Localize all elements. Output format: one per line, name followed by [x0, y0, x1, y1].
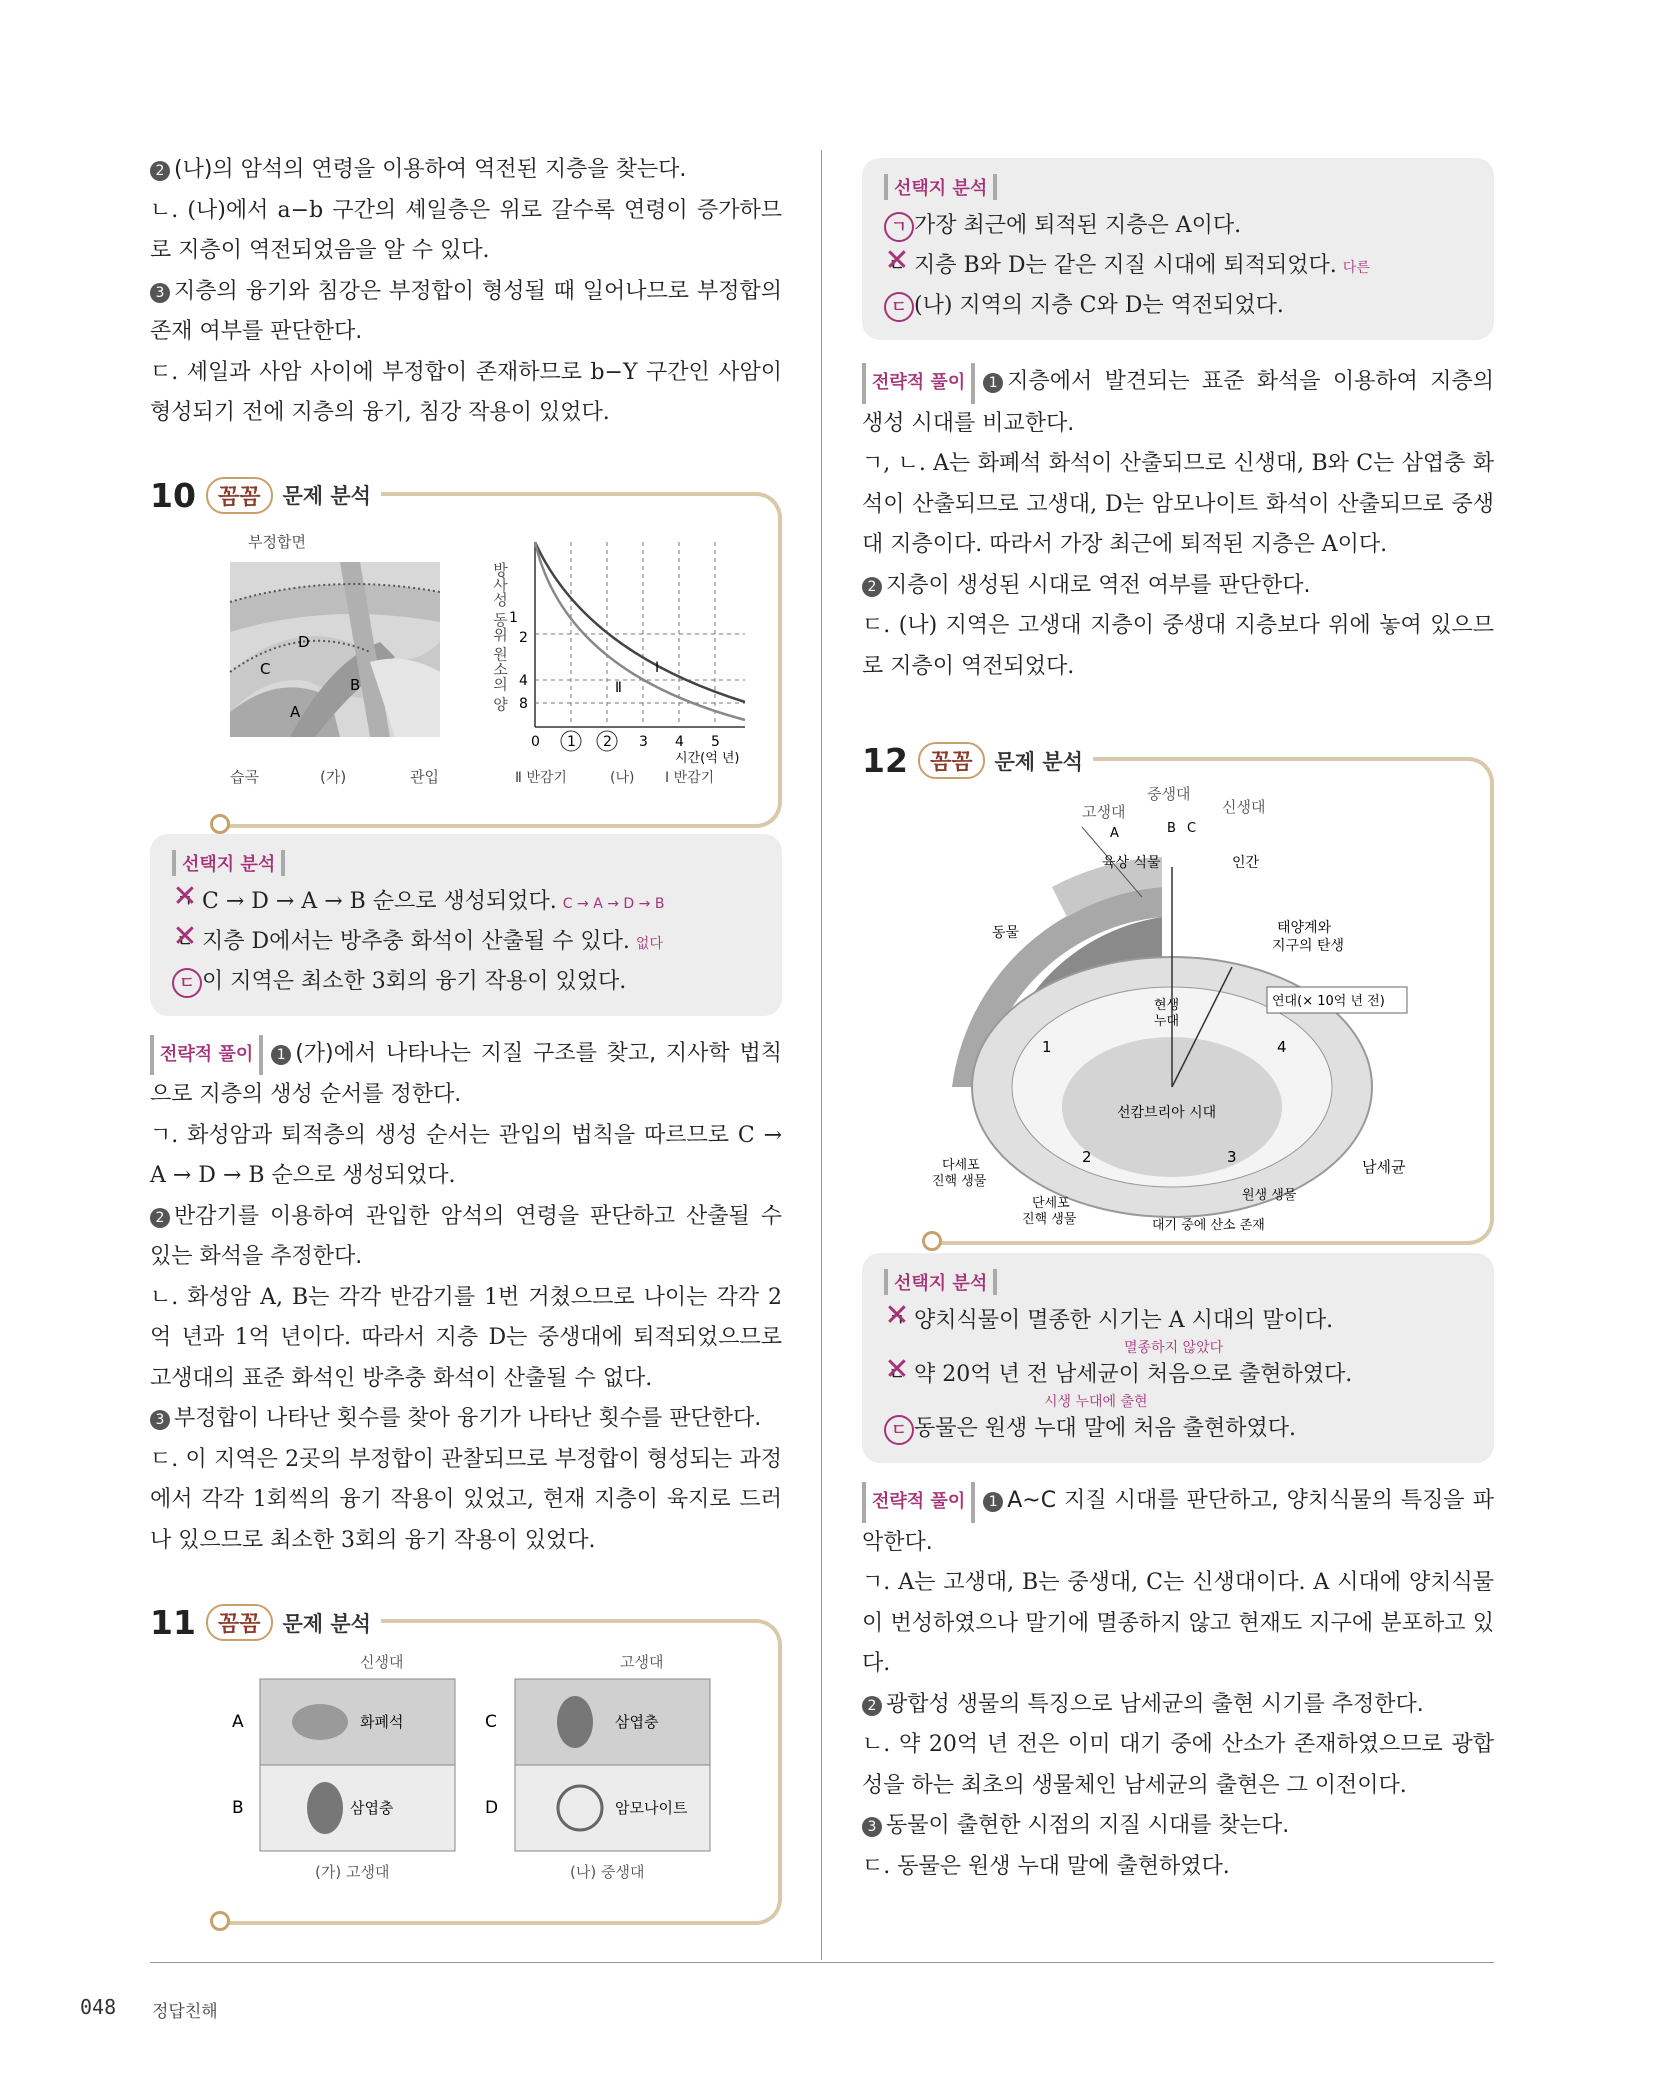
- step-number: 3: [150, 283, 170, 303]
- figure-caption-na: (나) 중생대: [570, 1863, 645, 1881]
- y-tick-2: 2: [519, 629, 528, 646]
- label-d: D: [298, 632, 310, 651]
- right-column: [862, 150, 1494, 1887]
- wrong-mark-icon: ㄴ ✕: [884, 1361, 910, 1387]
- step-number: 3: [862, 1817, 882, 1837]
- figure-caption-ga: (가): [320, 767, 347, 786]
- clock-tick-4: 4: [1277, 1038, 1287, 1056]
- choice-text: 지층 B와 D는 같은 지질 시대에 퇴적되었다.: [914, 253, 1337, 278]
- footer-rule: [150, 1962, 1494, 1963]
- step-line: [862, 1481, 1494, 1563]
- step-text: A~C 지질 시대를 판단하고, 양치식물의 특징을 파악한다.: [862, 1488, 1494, 1555]
- figure-caption-na: (나): [610, 769, 635, 786]
- box-end-ball: [210, 814, 230, 834]
- step-number: 2: [150, 1208, 170, 1228]
- question-12: [862, 741, 1494, 1887]
- step-line: [150, 272, 782, 353]
- label-earth-birth: 지구의 탄생: [1272, 938, 1345, 954]
- correct-mark-icon: ㄷ: [884, 1415, 914, 1445]
- paragraph: ㄱ. A는 고생대, B는 중생대, C는 신생대이다. A 시대에 양치식물이 번성하였으나 말기에 멸종하지 않고 현재도 지구에 분포하고 있다.: [862, 1570, 1494, 1676]
- paragraph: ㄴ. 약 20억 년 전은 이미 대기 중에 산소가 존재하였으므로 광합성을 하는 최초의 생물체인 남세균의 출현은 그 이전이다.: [862, 1732, 1494, 1798]
- step-number: 1: [983, 373, 1003, 393]
- correct-mark-icon: ㄷ: [884, 292, 914, 322]
- x-tick-4: 4: [675, 733, 684, 750]
- choice-text: 약 20억 년 전 남세균이 처음으로 출현하였다.: [914, 1362, 1353, 1387]
- column-divider: [821, 150, 822, 1960]
- label-intrusion: 관입: [410, 767, 439, 786]
- step-line: [150, 1034, 782, 1116]
- paragraph: ㄷ. 이 지역은 2곳의 부정합이 관찰되므로 부정합이 형성되는 과정에서 각각 1회씩의 융기 작용이 있었고, 현재 지층이 육지로 드러나 있으므로 최소한 3회의 융기 작용이 있었다.: [150, 1446, 782, 1553]
- step-text: (가)에서 나타나는 지질 구조를 찾고, 지사학 법칙으로 지층의 생성 순서를 정한다.: [150, 1040, 782, 1107]
- label-cenozoic: 신생대: [1222, 798, 1266, 816]
- correction-note: 없다: [635, 935, 663, 952]
- wrong-mark-icon: ㄱ ✕: [172, 888, 198, 914]
- clock-tick-3: 3: [1227, 1148, 1237, 1166]
- step-line: [862, 1685, 1494, 1726]
- correct-mark-icon: ㄱ: [884, 212, 914, 242]
- choice-text: 가장 최근에 퇴적된 지층은 A이다.: [914, 213, 1242, 238]
- kkomkkom-badge: 꼼꼼: [918, 742, 985, 779]
- choice-item: [884, 1301, 1472, 1341]
- layer-b-label: B: [232, 1798, 244, 1818]
- step-number: 2: [150, 161, 170, 181]
- step-text: 지층에서 발견되는 표준 화석을 이용하여 지층의 생성 시대를 비교한다.: [862, 369, 1494, 436]
- era-b-label: B: [1167, 821, 1176, 836]
- strategy-tag: 전략적 풀이: [150, 1035, 263, 1076]
- step-line: [862, 1806, 1494, 1847]
- q12-strategy: [862, 1481, 1494, 1887]
- correct-mark-icon: ㄷ: [172, 968, 202, 998]
- paragraph: ㄱ. 화성암과 퇴적층의 생성 순서는 관입의 법칙을 따르므로 C → A → D → B 순으로 생성되었다.: [150, 1122, 782, 1188]
- curve-label-1: Ⅰ: [655, 659, 660, 676]
- label-precambrian: 선캄브리아 시대: [1117, 1105, 1217, 1121]
- step-line: [150, 1197, 782, 1278]
- y-axis-label: 방사성 동위 원소의 양: [491, 561, 509, 711]
- step-number: 2: [862, 577, 882, 597]
- choice-text: 양치식물이 멸종한 시기는 A 시대의 말이다.: [914, 1308, 1334, 1333]
- choice-text: C → D → A → B 순으로 생성되었다.: [202, 888, 557, 914]
- wrong-mark-icon: ㄱ ✕: [884, 1307, 910, 1333]
- label-unicellular-1: 단세포: [1032, 1196, 1070, 1211]
- analysis-label: 문제 분석: [282, 1611, 371, 1636]
- step-text: 부정합이 나타난 횟수를 찾아 융기가 나타난 횟수를 판단한다.: [174, 1406, 762, 1431]
- x-tick-3: 3: [639, 733, 648, 750]
- layer-a-label: A: [232, 1712, 244, 1732]
- analysis-label: 문제 분석: [994, 749, 1083, 774]
- choice-item: [884, 246, 1472, 286]
- choice-item: [884, 1355, 1472, 1395]
- question-number: 11: [150, 1603, 196, 1642]
- era-label-a: 신생대: [360, 1653, 404, 1671]
- q11-figure: [220, 1649, 780, 1909]
- fossil-label-trilobite: 삼엽충: [615, 1713, 659, 1731]
- correction-note: C → A → D → B: [562, 895, 665, 912]
- step-number: 2: [862, 1696, 882, 1716]
- label-oxygen: 대기 중에 산소 존재: [1152, 1218, 1265, 1233]
- label-mesozoic: 중생대: [1147, 785, 1191, 803]
- choice-item: [884, 206, 1472, 246]
- label-unicellular-2: 진핵 생물: [1022, 1212, 1077, 1227]
- step-text: 광합성 생물의 특징으로 남세균의 출현 시기를 추정한다.: [886, 1691, 1424, 1717]
- half-life-2-label: Ⅱ 반감기: [515, 769, 567, 786]
- fossil-label-ammonite: 암모나이트: [615, 1799, 688, 1817]
- x-tick-5: 5: [711, 733, 720, 750]
- correction-note: 다른: [1342, 260, 1370, 276]
- clock-tick-1: 1: [1042, 1038, 1052, 1056]
- choice-text: 지층 D에서는 방추충 화석이 산출될 수 있다.: [202, 928, 630, 954]
- step-number: 1: [271, 1045, 291, 1065]
- q12-figure-geologic-clock: [932, 787, 1492, 1237]
- left-column: [150, 150, 782, 1925]
- page-label: 정답친해: [152, 2002, 218, 2022]
- label-unconformity: 부정합면: [248, 532, 306, 551]
- choice-text: 동물은 원생 누대 말에 처음 출현하였다.: [914, 1416, 1296, 1441]
- y-tick-8: 8: [519, 695, 528, 712]
- choice-title: 선택지 분석: [884, 174, 997, 200]
- choice-title: 선택지 분석: [172, 850, 285, 876]
- strategy-tag: 전략적 풀이: [862, 363, 975, 404]
- question-number: 12: [862, 741, 908, 780]
- half-life-1-label: Ⅰ 반감기: [665, 769, 715, 786]
- clock-tick-2: 2: [1082, 1148, 1092, 1166]
- label-paleozoic: 고생대: [1082, 803, 1126, 821]
- label-a: A: [290, 702, 301, 721]
- x-tick-2: 2: [603, 733, 612, 750]
- era-label-b: 고생대: [620, 1653, 664, 1671]
- step-number: 3: [150, 1410, 170, 1430]
- choice-item: [172, 882, 760, 922]
- choice-text: (나) 지역의 지층 C와 D는 역전되었다.: [914, 293, 1284, 318]
- label-phanerozoic-2: 누대: [1154, 1014, 1180, 1029]
- layer-c-label: C: [485, 1712, 497, 1732]
- label-land-plants: 육상 식물: [1102, 855, 1161, 871]
- step-text: 지층의 융기와 침강은 부정합이 형성될 때 일어나므로 부정합의 존재 여부를 판단한다.: [150, 278, 782, 344]
- layer-d-label: D: [485, 1798, 499, 1818]
- question-10: [150, 475, 782, 1562]
- step-line: [862, 362, 1494, 444]
- label-human: 인간: [1232, 855, 1260, 871]
- wrong-mark-icon: ㄴ ✕: [884, 252, 910, 278]
- curve-label-2: Ⅱ: [615, 679, 622, 696]
- step-number: 1: [983, 1492, 1003, 1512]
- paragraph: ㄷ. 셰일과 사암 사이에 부정합이 존재하므로 b−Y 구간인 사암이 형성되기 전에 지층의 융기, 침강 작용이 있었다.: [150, 359, 782, 425]
- choice-item: [172, 962, 760, 1002]
- label-fold: 습곡: [230, 767, 259, 786]
- label-animals: 동물: [992, 925, 1020, 941]
- choice-item: [884, 286, 1472, 326]
- x-axis-label: 시간(억 년): [675, 750, 740, 766]
- question-11: [150, 1603, 782, 1925]
- label-age-unit: 연대(× 10억 년 전): [1272, 994, 1385, 1009]
- label-multicellular-1: 다세포: [942, 1158, 980, 1173]
- choice-text: 이 지역은 최소한 3회의 융기 작용이 있었다.: [202, 968, 627, 994]
- choice-item: [172, 922, 760, 962]
- step-text: 동물이 출현한 시점의 지질 시대를 찾는다.: [886, 1813, 1290, 1838]
- q11-choices: [862, 158, 1494, 340]
- paragraph: ㄷ. 동물은 원생 누대 말에 출현하였다.: [862, 1853, 1230, 1879]
- label-b: B: [350, 675, 361, 694]
- q10-figure-ga: [220, 522, 490, 792]
- fossil-label-nummulite: 화폐석: [360, 1713, 404, 1731]
- x-tick-0: 0: [531, 733, 540, 750]
- step-text: 반감기를 이용하여 관입한 암석의 연령을 판단하고 산출될 수 있는 화석을 추정한다.: [150, 1203, 782, 1269]
- x-tick-1: 1: [567, 733, 576, 750]
- correction-note: 멸종하지 않았다: [1124, 1340, 1224, 1356]
- q10-header: [150, 476, 381, 515]
- kkomkkom-badge: 꼼꼼: [206, 477, 273, 514]
- y-tick-4: 4: [519, 672, 528, 689]
- correction-note: 시생 누대에 출현: [1044, 1394, 1148, 1410]
- step-line: [150, 1399, 782, 1440]
- label-protists: 원생 생물: [1242, 1188, 1297, 1203]
- step-text: 지층이 생성된 시대로 역전 여부를 판단한다.: [886, 572, 1311, 598]
- top-explanation: [150, 150, 782, 434]
- q11-header: [150, 1603, 381, 1642]
- box-end-ball: [210, 1911, 230, 1931]
- label-phanerozoic-1: 현생: [1154, 998, 1180, 1013]
- era-a-label: A: [1110, 826, 1119, 841]
- q10-strategy: [150, 1034, 782, 1562]
- wrong-mark-icon: ㄴ ✕: [172, 928, 198, 954]
- label-cyanobacteria: 남세균: [1362, 1158, 1406, 1176]
- step-line: [150, 150, 782, 191]
- choice-item: [884, 1409, 1472, 1449]
- label-multicellular-2: 진핵 생물: [932, 1174, 987, 1189]
- q11-strategy: [862, 362, 1494, 687]
- step-text: (나)의 암석의 연령을 이용하여 역전된 지층을 찾는다.: [174, 157, 687, 182]
- y-tick-1: 1: [509, 609, 518, 626]
- paragraph: ㄷ. (나) 지역은 고생대 지층이 중생대 지층보다 위에 놓여 있으므로 지층이 역전되었다.: [862, 613, 1494, 679]
- era-c-label: C: [1187, 821, 1197, 836]
- q12-choices: [862, 1253, 1494, 1463]
- choice-title: 선택지 분석: [884, 1269, 997, 1295]
- label-solar-system: 태양계와: [1277, 920, 1332, 936]
- strategy-tag: 전략적 풀이: [862, 1482, 975, 1523]
- paragraph: ㄴ. (나)에서 a−b 구간의 셰일층은 위로 갈수록 연령이 증가하므로 지층이 역전되었음을 알 수 있다.: [150, 197, 782, 263]
- q10-choices: [150, 834, 782, 1016]
- paragraph: ㄱ, ㄴ. A는 화폐석 화석이 산출되므로 신생대, B와 C는 삼엽충 화석이 산출되므로 고생대, D는 암모나이트 화석이 산출되므로 중생대 지층이다. 따라서 가장 최근에 퇴적된 지층은 A이다.: [862, 451, 1494, 557]
- paragraph: ㄴ. 화성암 A, B는 각각 반감기를 1번 거쳤으므로 나이는 각각 2억 년과 1억 년이다. 따라서 지층 D는 중생대에 퇴적되었으므로 고생대의 표준 화석인 방추충 화석이 산출될 수 없다.: [150, 1284, 782, 1391]
- kkomkkom-badge: 꼼꼼: [206, 1604, 273, 1641]
- fossil-label-trilobite: 삼엽충: [350, 1799, 394, 1817]
- analysis-label: 문제 분석: [282, 484, 371, 508]
- q10-figure-na: [491, 522, 785, 792]
- step-line: [862, 566, 1494, 607]
- question-number: 10: [150, 475, 196, 515]
- figure-caption-ga: (가) 고생대: [315, 1863, 390, 1881]
- label-c: C: [260, 659, 271, 678]
- page-number: 048: [80, 1995, 117, 2019]
- q12-header: [862, 741, 1093, 780]
